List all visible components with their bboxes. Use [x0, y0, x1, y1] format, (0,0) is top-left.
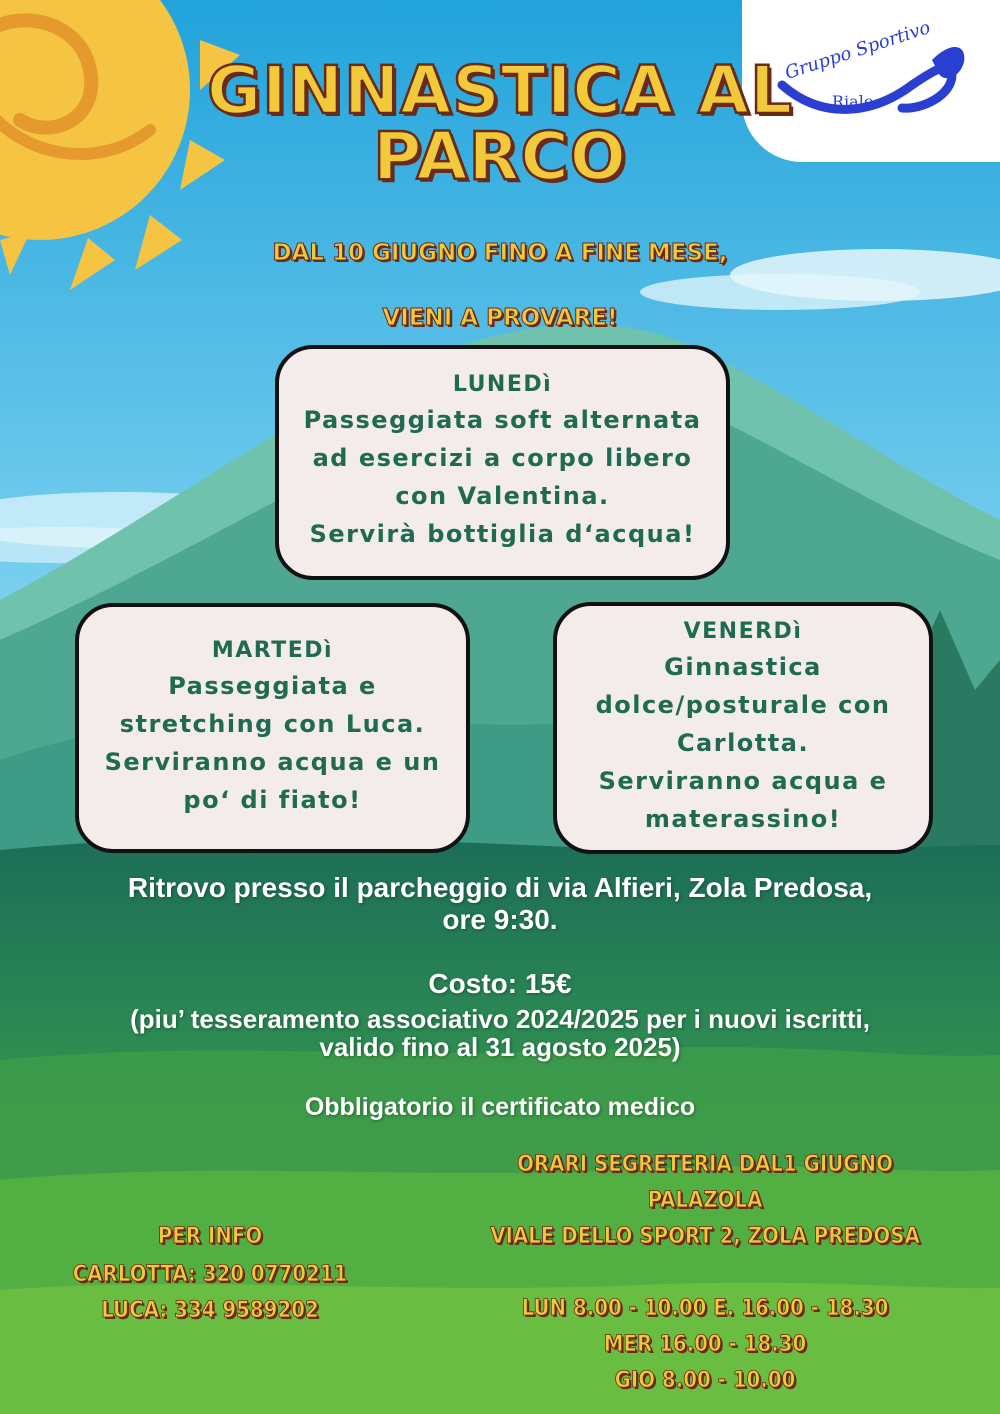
logo-subtext: Riale: [832, 92, 874, 111]
contacts-heading: PER INFO: [157, 1224, 263, 1249]
contact-luca: LUCA: 334 9589202: [101, 1298, 319, 1323]
cost-note: [0, 1005, 1000, 1061]
meeting-line-2: ore 9:30.: [442, 904, 558, 935]
meeting-line-1: Ritrovo presso il parcheggio di via Alfieri, Zola Predosa,: [127, 872, 873, 903]
office-hours-thursday: GIO 8.00 - 10.00: [614, 1368, 796, 1393]
office-venue: PALAZOLA: [647, 1188, 763, 1213]
office-hours-monday: LUN 8.00 - 10.00 E. 16.00 - 18.30: [521, 1296, 889, 1321]
cost-note-line-1: (piu’ tesseramento associativo 2024/2025 per i nuovi iscritti,: [130, 1004, 870, 1034]
subtitle-invite: VIENI A PROVARE!: [382, 305, 618, 331]
activity-card-martedi: [75, 603, 470, 853]
subtitle-dates: DAL 10 GIUGNO FINO A FINE MESE,: [272, 240, 728, 266]
activity-description: Passeggiata soft alternata ad esercizi a corpo libero con Valentina. Servirà bottiglia d‘acqua!: [303, 406, 702, 548]
office-address: VIALE DELLO SPORT 2, ZOLA PREDOSA: [490, 1224, 920, 1249]
office-hours-heading: ORARI SEGRETERIA DAL1 GIUGNO: [517, 1152, 893, 1177]
office-hours-wednesday: MER 16.00 - 18.30: [603, 1332, 807, 1357]
activity-day: LUNEDì: [452, 372, 553, 397]
activity-card-lunedi: [275, 345, 730, 580]
activity-description: Ginnastica dolce/posturale con Carlotta. Serviranno acqua e materassino!: [595, 652, 891, 833]
activity-card-venerdi: [553, 602, 933, 854]
activity-description: Passeggiata e stretching con Luca. Serviranno acqua e un po‘ di fiato!: [104, 671, 441, 814]
certificate-notice: Obbligatorio il certificato medico: [304, 1093, 696, 1121]
logo-text: Gruppo Sportivo: [782, 17, 934, 84]
meeting-point: [0, 872, 1000, 936]
activity-day: VENERDì: [683, 618, 803, 644]
contact-carlotta: CARLOTTA: 320 0770211: [72, 1262, 348, 1287]
poster-title-line-2: PARCO: [373, 118, 627, 195]
poster-title-line-1: GINNASTICA AL: [206, 52, 794, 129]
activity-day: MARTEDì: [211, 637, 334, 663]
cost-note-line-2: valido fino al 31 agosto 2025): [319, 1032, 681, 1062]
cost-label: Costo: 15€: [428, 968, 572, 999]
